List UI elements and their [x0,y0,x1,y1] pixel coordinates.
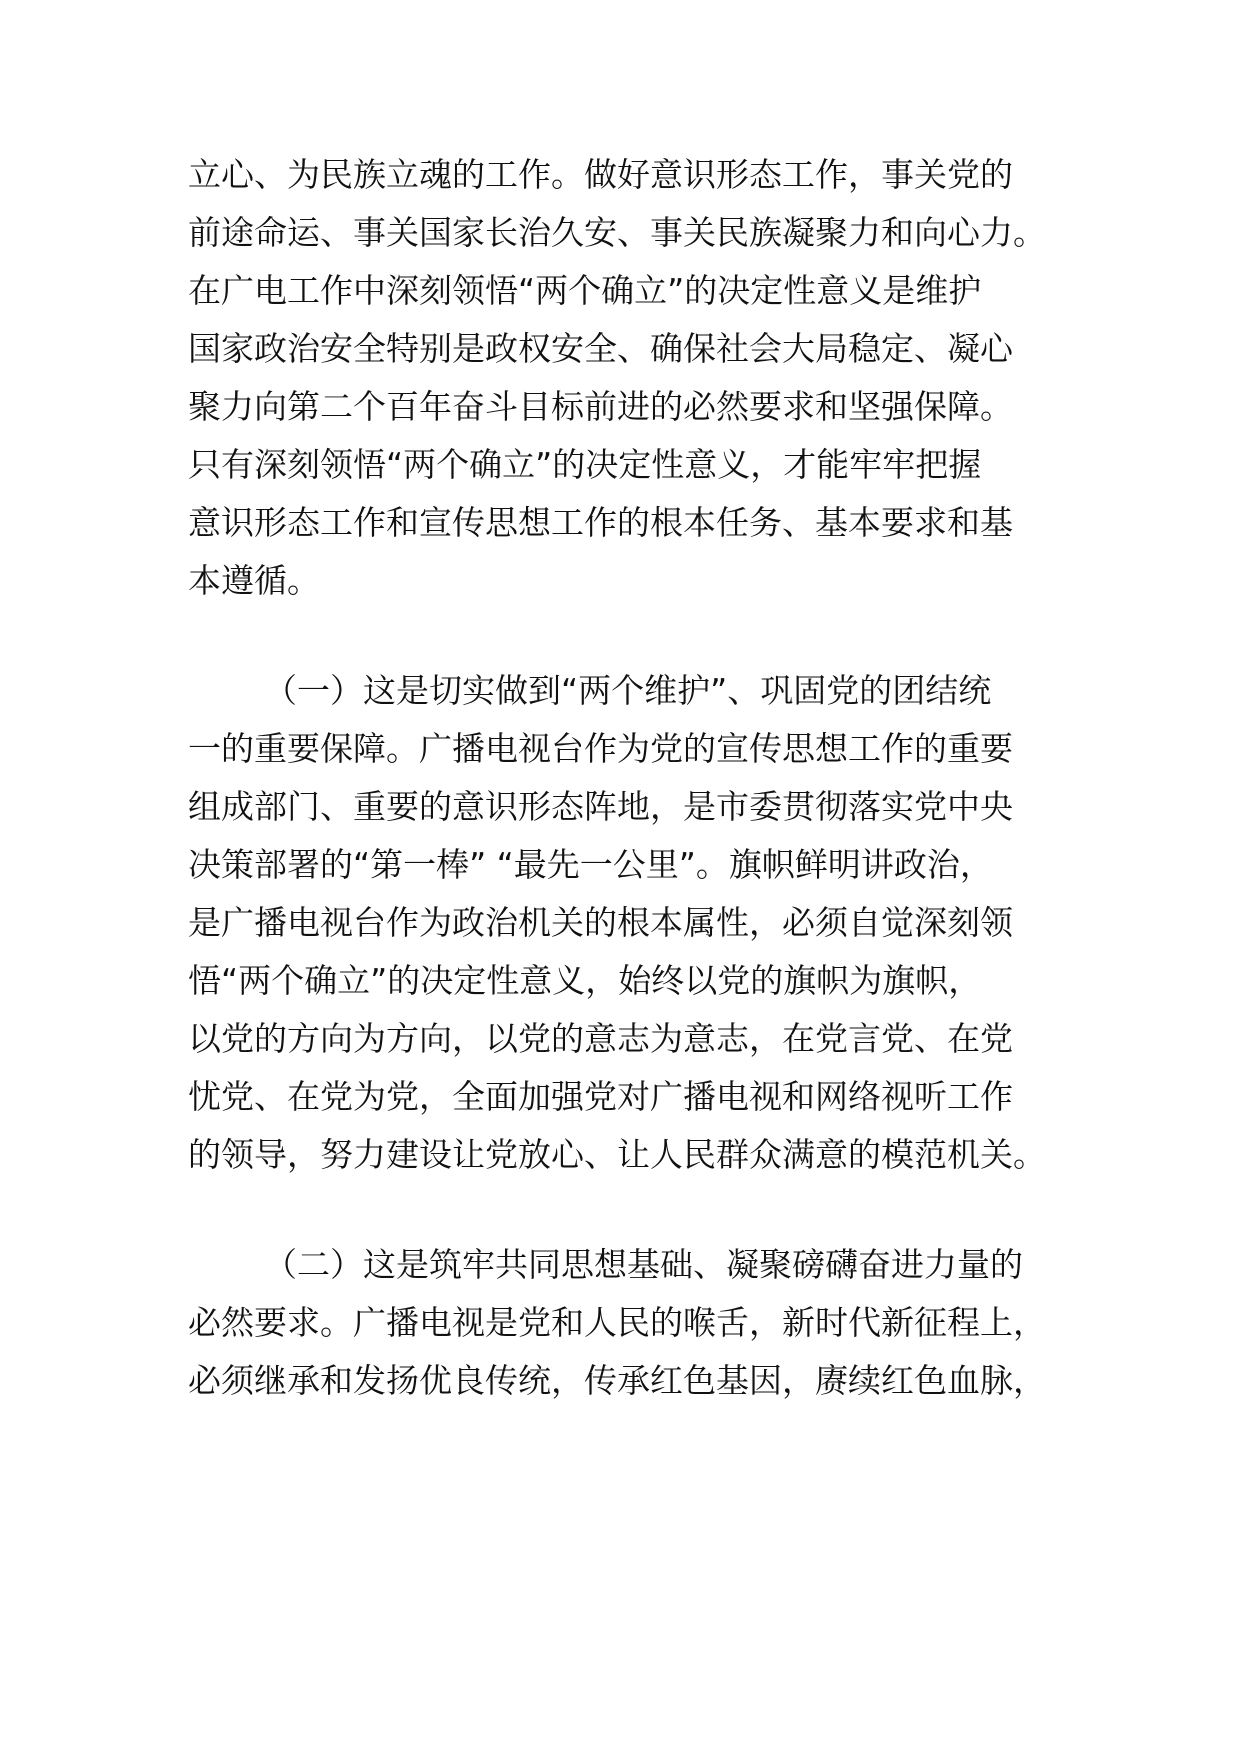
paragraph-2-line-1: （一）这是切实做到“两个维护”、巩固党的团结统 [264,671,992,710]
paragraph-2-line-2: 一的重要保障。广播电视台作为党的宣传思想工作的重要 [188,729,1013,768]
paragraph-2-line-7: 以党的方向为方向，以党的意志为意志，在党言党、在党 [188,1019,1013,1058]
paragraph-2-line-3: 组成部门、重要的意识形态阵地，是市委贯彻落实党中央 [188,787,1013,826]
paragraph-1-line-3: 在广电工作中深刻领悟“两个确立”的决定性意义是维护 [188,271,982,310]
paragraph-1-line-7: 意识形态工作和宣传思想工作的根本任务、基本要求和基 [188,503,1013,542]
paragraph-3-line-1: （二）这是筑牢共同思想基础、凝聚磅礴奋进力量的 [264,1245,1023,1284]
paragraph-1-line-1: 立心、为民族立魂的工作。做好意识形态工作，事关党的 [188,155,1013,194]
paragraph-2-line-5: 是广播电视台作为政治机关的根本属性，必须自觉深刻领 [188,903,1013,942]
paragraph-1-line-8: 本遵循。 [188,561,320,600]
paragraph-2-line-6: 悟“两个确立”的决定性意义，始终以党的旗帜为旗帜， [188,961,982,1000]
paragraph-2-line-4: 决策部署的“第一棒” “最先一公里”。旗帜鲜明讲政治， [188,845,993,884]
paragraph-1-line-2: 前途命运、事关国家长治久安、事关民族凝聚力和向心力。 [188,213,1046,252]
paragraph-1-line-6: 只有深刻领悟“两个确立”的决定性意义，才能牢牢把握 [188,445,982,484]
paragraph-1-line-4: 国家政治安全特别是政权安全、确保社会大局稳定、凝心 [188,329,1013,368]
paragraph-3-line-2: 必然要求。广播电视是党和人民的喉舌，新时代新征程上， [188,1303,1046,1342]
paragraph-3-line-3: 必须继承和发扬优良传统，传承红色基因，赓续红色血脉， [188,1361,1046,1400]
paragraph-2-line-8: 忧党、在党为党，全面加强党对广播电视和网络视听工作 [188,1077,1013,1116]
paragraph-1-line-5: 聚力向第二个百年奋斗目标前进的必然要求和坚强保障。 [188,387,1013,426]
paragraph-2-line-9: 的领导，努力建设让党放心、让人民群众满意的模范机关。 [188,1135,1046,1174]
